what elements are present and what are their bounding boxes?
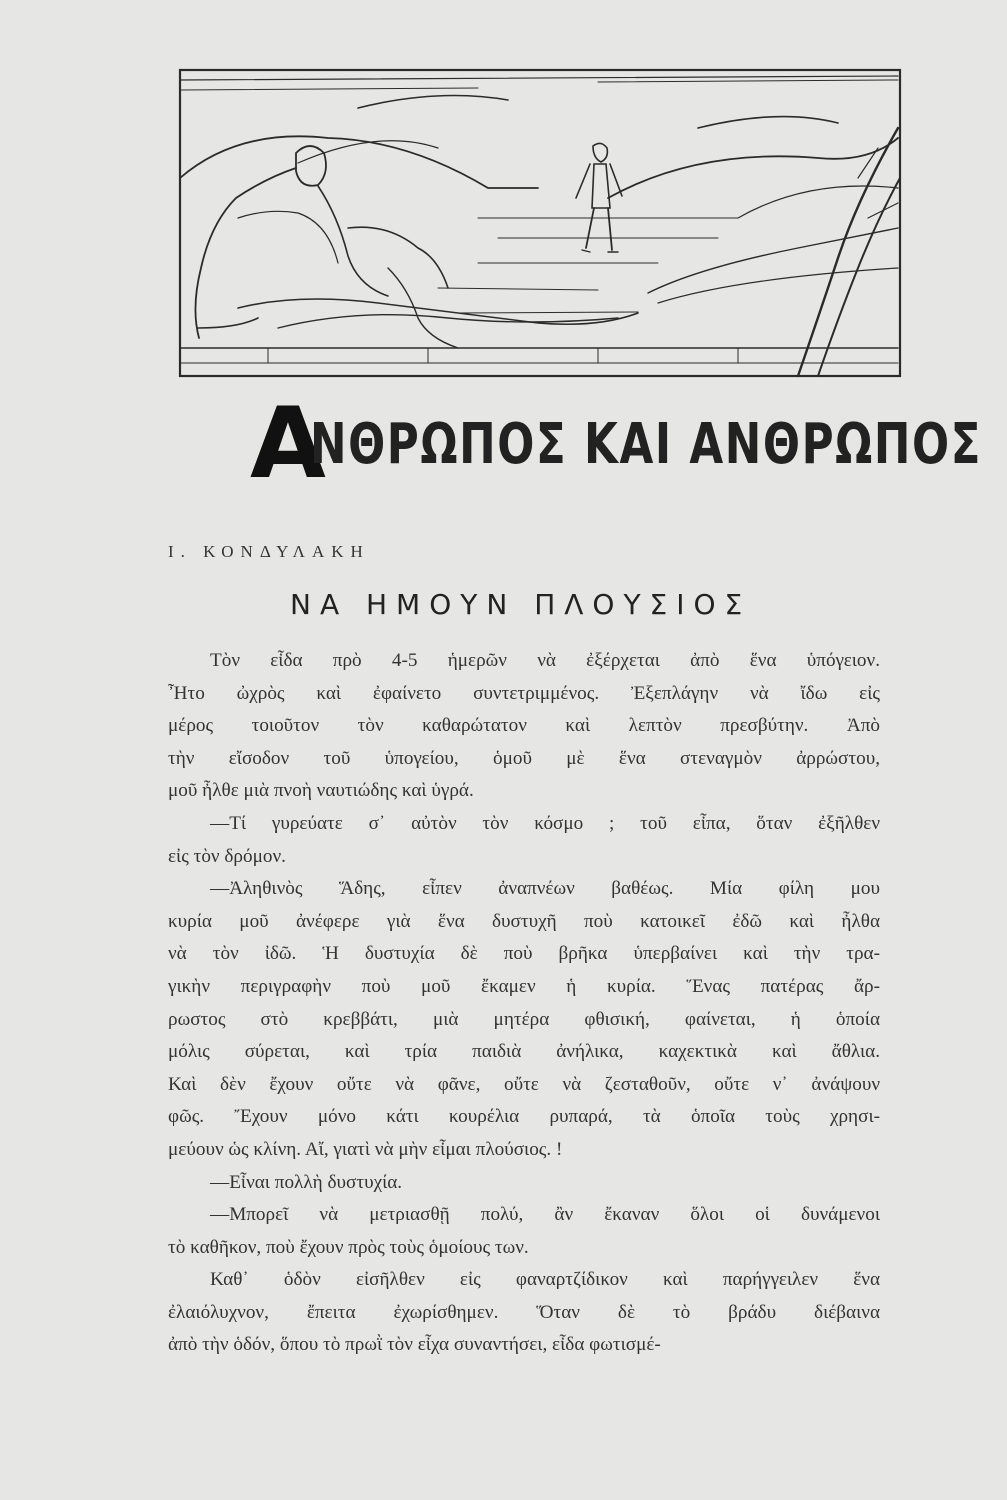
title-drop-letter: A [250,387,324,501]
text-line: Καὶ δὲν ἔχουν οὔτε νὰ φᾶνε, οὔτε νὰ ζεσταθοῦν, οὔτε ν᾿ ἀνάψουν [168,1073,880,1095]
text-line: ἀπὸ τὴν ὁδόν, ὅπου τὸ πρωῒ τὸν εἶχα συναντήσει, εἶδα φωτισμέ- [168,1334,661,1356]
text-line: νὰ τὸν ἰδῶ. Ἡ δυστυχία δὲ ποὺ βρῆκα ὑπερβαίνει καὶ τὴν τρα- [168,943,880,965]
article-body [168,645,880,1362]
header-illustration [178,68,904,383]
text-line: Καθ᾿ ὁδὸν εἰσῆλθεν εἰς φαναρτζίδικον καὶ παρήγγειλεν ἕνα [210,1269,880,1291]
text-line: μεύουν ὡς κλίνη. Αἴ, γιατὶ νὰ μὴν εἶμαι πλούσιος. ! [168,1138,563,1160]
author-name: Ι. ΚΟΝΔΥΛΑΚΗ [168,542,370,561]
paragraph [168,1264,880,1362]
text-line: μοῦ ἦλθε μιὰ πνοὴ ναυτιώδης καὶ ὑγρά. [168,780,474,802]
paragraph [168,873,880,1166]
text-line: μόλις σύρεται, καὶ τρία παιδιὰ ἀνήλικα, καχεκτικὰ καὶ ἄθλια. [168,1041,880,1063]
text-line: Ἦτο ὠχρὸς καὶ ἐφαίνετο συντετριμμένος. Ἐξεπλάγην νὰ ἴδω εἰς [168,682,880,704]
text-line: —Τί γυρεύατε σ᾿ αὐτὸν τὸν κόσμο ; τοῦ εἶπα, ὅταν ἐξῆλθεν [210,812,880,834]
text-line: μέρος τοιοῦτον τὸν καθαρώτατον καὶ λεπτὸν πρεσβύτην. Ἀπὸ [168,715,880,737]
paragraph [168,645,880,808]
text-line: Τὸν εἶδα πρὸ 4-5 ἡμερῶν νὰ ἐξέρχεται ἀπὸ ἕνα ὑπόγειον. [210,650,880,671]
text-line: τὴν εἴσοδον τοῦ ὑπογείου, ὁμοῦ μὲ ἕνα στεναγμὸν ἀρρώστου, [168,747,880,769]
text-line: τὸ καθῆκον, ποὺ ἔχουν πρὸς τοὺς ὁμοίους των. [168,1236,529,1258]
text-line: κυρία μοῦ ἀνέφερε γιὰ ἕνα δυστυχῆ ποὺ κατοικεῖ ἐδῶ καὶ ἦλθα [168,910,880,932]
text-line: φῶς. Ἔχουν μόνο κάτι κουρέλια ρυπαρά, τὰ ὁποῖα τοὺς χρησι- [168,1106,880,1128]
paragraph [168,1199,880,1264]
text-line: ρωστος στὸ κρεββάτι, μιὰ μητέρα φθισική, φαίνεται, ἡ ὁποία [168,1008,880,1030]
text-line: —Εἶναι πολλὴ δυστυχία. [210,1171,403,1193]
text-line: εἰς τὸν δρόμον. [168,845,286,867]
paragraph [168,808,880,873]
text-line: γικὴν περιγραφὴν ποὺ μοῦ ἔκαμεν ἡ κυρία. Ἕνας πατέρας ἄρ- [168,975,880,997]
title-text: ΝΘΡΩΠΟΣ ΚΑΙ ΑΝΘΡΩΠΟΣ [310,412,983,477]
text-line: —Ἀληθινὸς Ἅδης, εἶπεν ἀναπνέων βαθέως. Μία φίλη μου [210,878,880,900]
article-title [250,387,983,501]
text-line: —Μπορεῖ νὰ μετριασθῇ πολύ, ἂν ἔκαναν ὅλοι οἱ δυνάμενοι [210,1204,880,1226]
text-line: ἐλαιόλυχνον, ἔπειτα ἐχωρίσθημεν. Ὅταν δὲ τὸ βράδυ διέβαινα [168,1301,880,1323]
subtitle: ΝΑ ΗΜΟΥΝ ΠΛΟΥΣΙΟΣ [290,588,752,621]
paragraph [168,1167,880,1200]
